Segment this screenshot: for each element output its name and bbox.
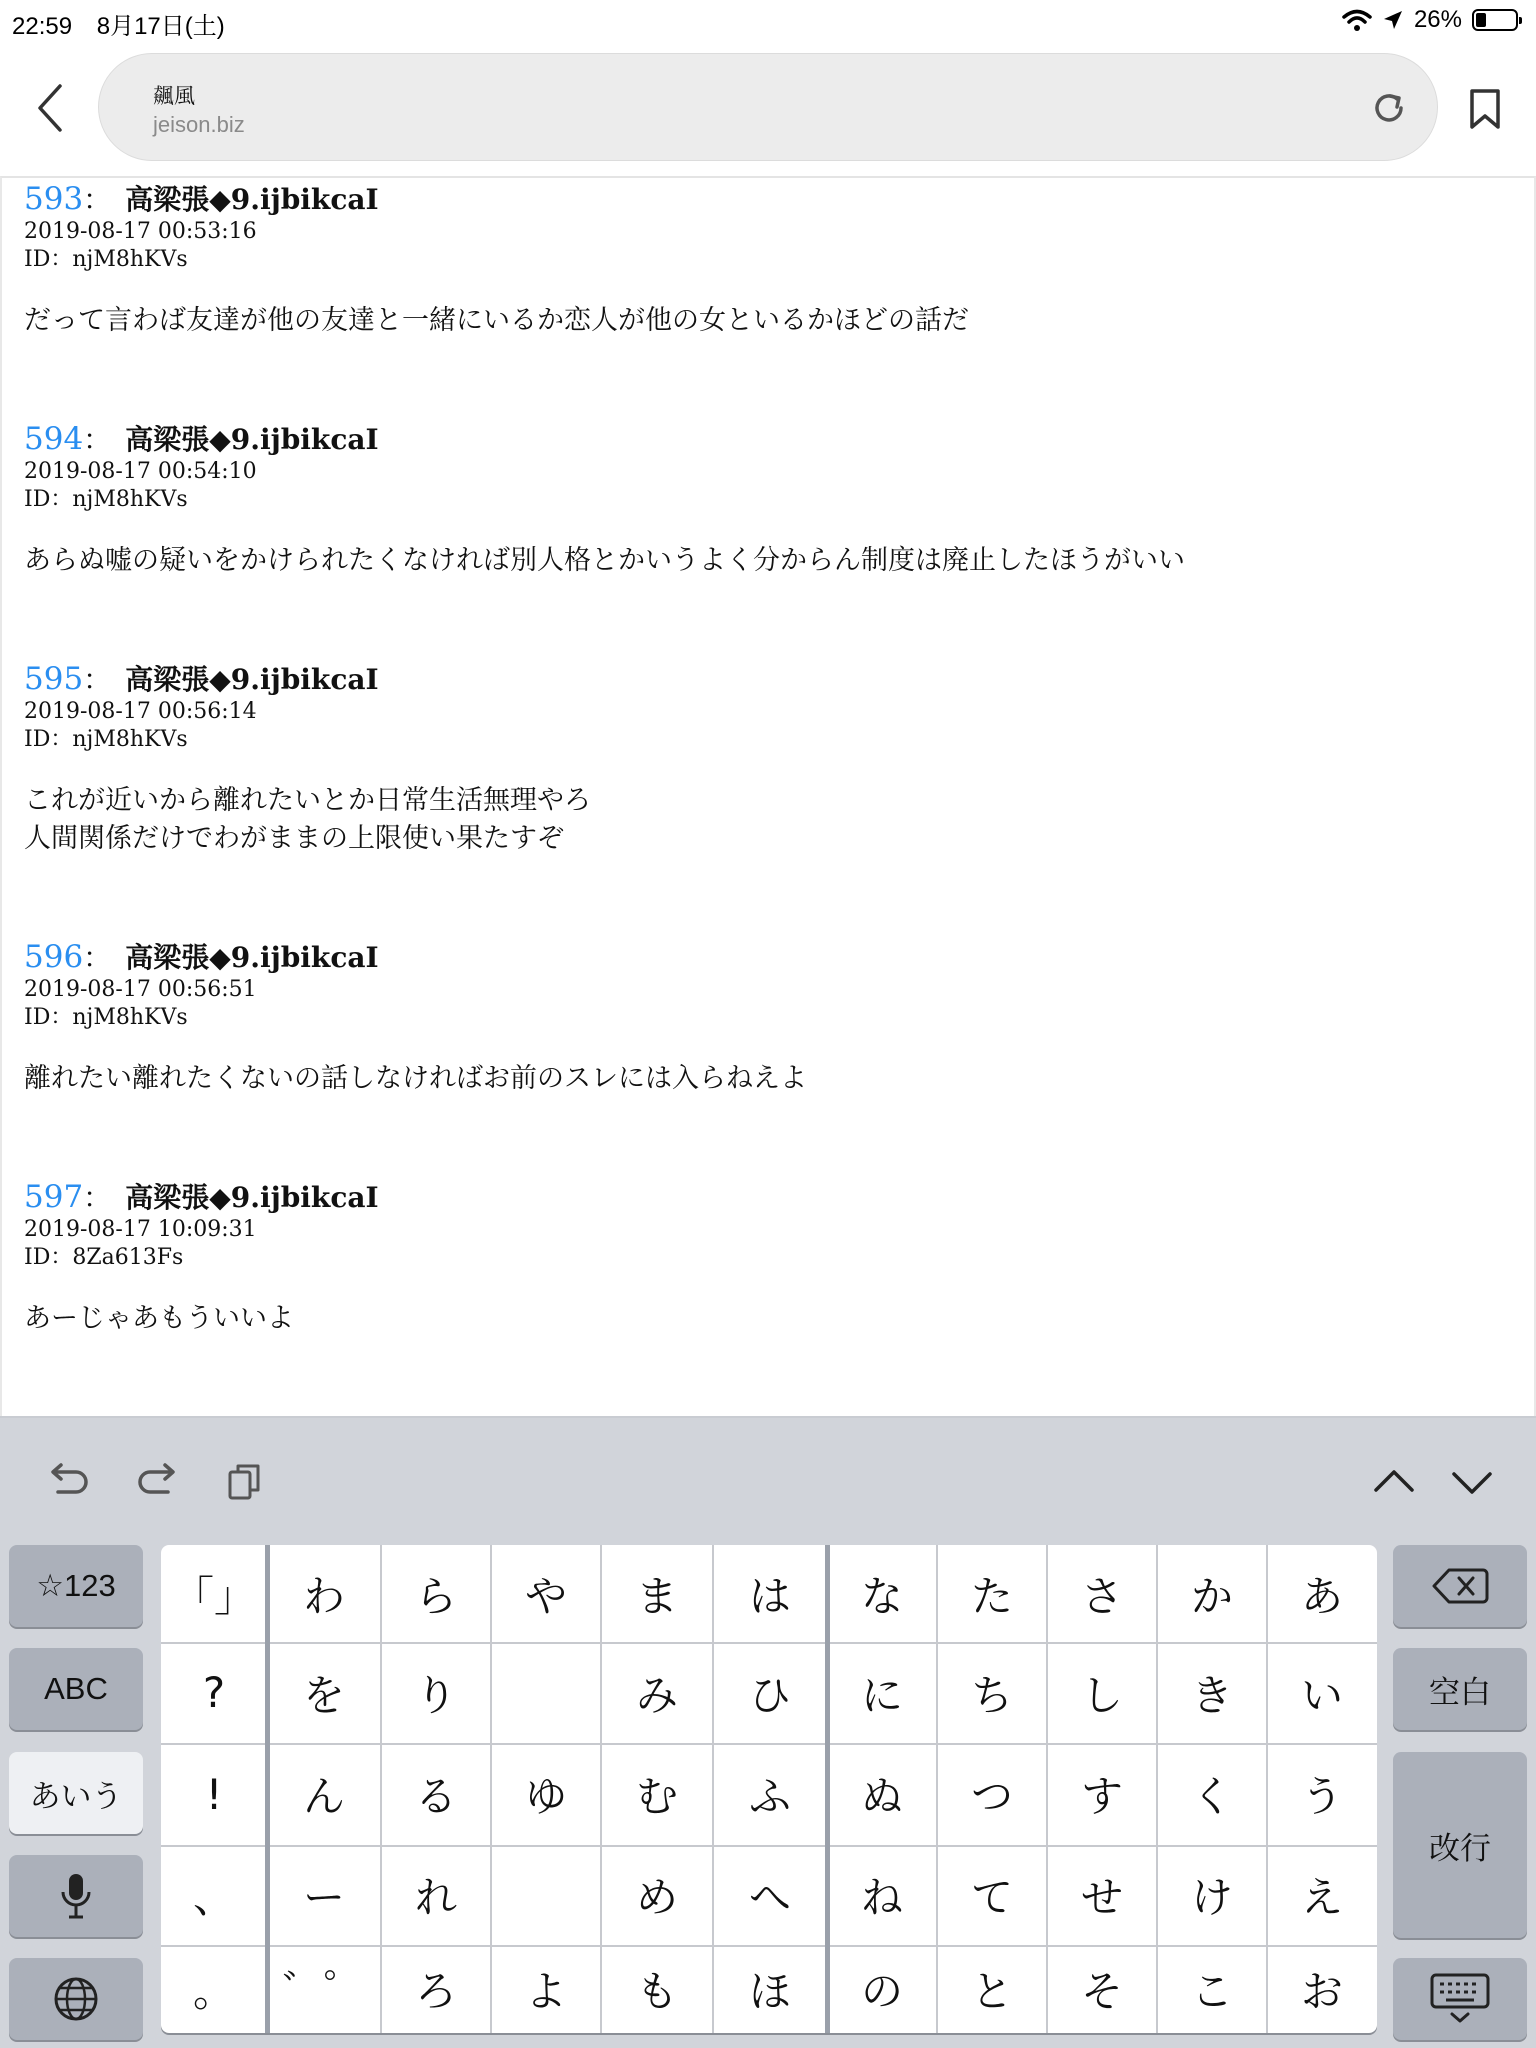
kana-key[interactable]: ふ (748, 1772, 791, 1821)
chevron-up-icon[interactable] (1370, 1458, 1418, 1506)
kana-key[interactable]: ち (970, 1670, 1013, 1720)
post-body (24, 1060, 807, 1098)
post-datetime: 2019-08-17 00:54:10 (24, 459, 257, 484)
kana-key[interactable]: た (970, 1571, 1013, 1621)
browser-nav-bar (0, 40, 1536, 176)
page-title: 飆風 (153, 84, 195, 108)
numbers-mode-label: ☆123 (36, 1568, 116, 1603)
kana-key[interactable]: に (860, 1670, 903, 1720)
post-author: 高梁張◆9.ijbikcaI (125, 183, 379, 216)
wifi-icon (1342, 9, 1372, 31)
reload-icon[interactable] (1369, 88, 1409, 128)
post-id: ID：njM8hKVs (24, 247, 188, 272)
post-body (24, 302, 969, 340)
delete-key[interactable] (1393, 1545, 1527, 1627)
post-header (24, 1176, 379, 1216)
kana-key[interactable]: て (970, 1873, 1013, 1922)
kana-key[interactable]: ま (635, 1571, 678, 1621)
kana-key[interactable]: ん (302, 1772, 345, 1821)
grid-divider (161, 1945, 1377, 1947)
kana-key[interactable]: く (1190, 1772, 1233, 1821)
grid-divider (490, 1545, 492, 2033)
grid-divider (825, 1545, 830, 2033)
kana-key[interactable]: よ (524, 1967, 567, 2016)
kana-key[interactable]: な (860, 1571, 903, 1621)
post-number-link[interactable]: 596 (24, 939, 84, 975)
grid-divider (1266, 1545, 1268, 2033)
space-key[interactable] (1393, 1648, 1527, 1730)
kana-key[interactable]: ね (860, 1873, 903, 1922)
keyboard-dismiss-icon (1430, 1973, 1490, 2025)
globe-key[interactable] (9, 1958, 143, 2040)
battery-percent: 26% (1413, 6, 1462, 33)
kana-key[interactable]: や (524, 1571, 567, 1621)
globe-icon (52, 1975, 100, 2023)
status-time: 22:59 (12, 13, 73, 40)
post-id: ID：njM8hKVs (24, 487, 188, 512)
kana-key[interactable]: へ (748, 1873, 791, 1922)
post-colon: ： (83, 663, 112, 696)
post-number-link[interactable]: 595 (24, 661, 84, 697)
page-host: jeison.biz (153, 112, 245, 137)
redo-icon[interactable] (134, 1458, 182, 1506)
kana-key-blank (491, 1845, 601, 1945)
post-body-line: あーじゃあもういいよ (24, 1303, 294, 1334)
grid-divider (600, 1545, 602, 2033)
kana-key-blank (491, 1642, 601, 1743)
space-label: 空白 (1429, 1674, 1491, 1710)
kana-key[interactable]: る (414, 1772, 457, 1821)
post-colon: ： (83, 941, 112, 974)
post (24, 658, 591, 858)
kana-key[interactable]: は (748, 1571, 791, 1621)
kana-key[interactable]: い (1300, 1670, 1343, 1720)
post-body-line: 離れたい離れたくないの話しなければお前のスレには入らねえよ (24, 1063, 807, 1094)
status-bar (0, 0, 1536, 40)
post-datetime: 2019-08-17 00:53:16 (24, 219, 257, 244)
post-header (24, 658, 591, 698)
kana-key[interactable]: か (1190, 1571, 1233, 1621)
kana-key[interactable]: す (1080, 1772, 1123, 1821)
grid-divider (265, 1545, 270, 2033)
thread-content (0, 176, 1536, 1416)
abc-mode-label: ABC (44, 1671, 108, 1706)
delete-icon (1431, 1566, 1489, 1606)
post (24, 936, 807, 1098)
kana-key[interactable]: お (1300, 1967, 1343, 2016)
grid-divider (161, 1743, 1377, 1745)
dismiss-keyboard-key[interactable] (1393, 1958, 1527, 2040)
post-datetime: 2019-08-17 00:56:14 (24, 699, 257, 724)
location-arrow-icon (1382, 9, 1404, 31)
kana-key[interactable]: つ (970, 1772, 1013, 1821)
kana-key[interactable]: わ (302, 1571, 345, 1621)
post-number-link[interactable]: 594 (24, 421, 84, 457)
post-id: ID：njM8hKVs (24, 1005, 188, 1030)
japanese-kana-keyboard (0, 1416, 1536, 2048)
post-datetime: 2019-08-17 00:56:51 (24, 977, 257, 1002)
kana-key[interactable]: う (1300, 1772, 1343, 1821)
microphone-icon (59, 1872, 93, 1920)
post-header (24, 178, 969, 218)
grid-divider (380, 1545, 382, 2033)
back-chevron-icon[interactable] (30, 80, 74, 136)
post (24, 178, 969, 340)
numbers-mode-key[interactable] (9, 1545, 143, 1627)
kana-key[interactable]: ! (205, 1769, 223, 1819)
kana-key[interactable]: ー (302, 1873, 345, 1922)
grid-divider (161, 1845, 1377, 1847)
post-body (24, 542, 1185, 580)
kana-key[interactable]: を (302, 1670, 345, 1720)
battery-icon (1472, 9, 1518, 31)
grid-divider (161, 1642, 1377, 1644)
post-colon: ： (83, 1181, 112, 1214)
post-author: 高梁張◆9.ijbikcaI (125, 1181, 379, 1214)
post-body-line: 人間関係だけでわがままの上限使い果たすぞ (24, 823, 564, 854)
kana-key[interactable]: ら (414, 1571, 457, 1621)
keyboard-toolbar (0, 1418, 1536, 1548)
post-author: 高梁張◆9.ijbikcaI (125, 941, 379, 974)
kana-key[interactable]: ひ (748, 1670, 791, 1720)
post-id: ID：8Za613Fs (24, 1245, 184, 1270)
post-header (24, 418, 1185, 458)
kana-key[interactable]: ゆ (524, 1772, 567, 1821)
kana-key[interactable]: む (635, 1772, 678, 1821)
kana-key[interactable]: し (1080, 1670, 1123, 1720)
kana-key[interactable]: そ (1080, 1967, 1123, 2016)
paste-icon[interactable] (222, 1458, 270, 1506)
kana-key[interactable]: 、 (192, 1873, 235, 1922)
kana-key[interactable]: あ (1300, 1571, 1343, 1621)
kana-key[interactable]: き (1190, 1670, 1233, 1720)
kana-key[interactable]: ? (202, 1668, 226, 1717)
kana-key[interactable]: ゛゜ (281, 1967, 366, 2016)
kana-key[interactable]: せ (1080, 1873, 1123, 1922)
post-author: 高梁張◆9.ijbikcaI (125, 663, 379, 696)
abc-mode-key[interactable] (9, 1648, 143, 1730)
post-body (24, 1300, 379, 1338)
kana-key[interactable]: れ (414, 1873, 457, 1922)
kana-key[interactable]: り (414, 1670, 457, 1720)
post (24, 1176, 379, 1338)
post-body-line: これが近いから離れたいとか日常生活無理やろ (24, 785, 591, 816)
return-label: 改行 (1429, 1830, 1491, 1866)
post-number-link[interactable]: 597 (24, 1179, 84, 1215)
battery-fill (1476, 13, 1486, 27)
kana-key[interactable]: 「」 (171, 1571, 256, 1621)
kana-key[interactable]: こ (1190, 1967, 1233, 2016)
kana-mode-label: あいう (29, 1778, 123, 1814)
post-body-line: あらぬ嘘の疑いをかけられたくなければ別人格とかいうよく分からん制度は廃止したほうがいい (24, 545, 1185, 576)
post (24, 418, 1185, 580)
kana-key-grid (161, 1545, 1377, 2033)
kana-key[interactable]: の (860, 1967, 903, 2016)
kana-key[interactable]: と (970, 1967, 1013, 2016)
kana-key[interactable]: 。 (192, 1967, 235, 2016)
kana-key[interactable]: も (635, 1967, 678, 2016)
post-body (24, 782, 591, 858)
grid-divider (1046, 1545, 1048, 2033)
post-id: ID：njM8hKVs (24, 727, 188, 752)
undo-icon[interactable] (44, 1458, 92, 1506)
kana-key[interactable]: み (635, 1670, 678, 1720)
kana-key[interactable]: さ (1080, 1571, 1123, 1621)
post-datetime: 2019-08-17 10:09:31 (24, 1217, 257, 1242)
kana-key[interactable]: ぬ (860, 1772, 903, 1821)
post-header (24, 936, 807, 976)
kana-key[interactable]: め (635, 1873, 678, 1922)
grid-divider (712, 1545, 714, 2033)
post-number-link[interactable]: 593 (24, 181, 84, 217)
address-bar[interactable] (98, 53, 1438, 161)
dictation-key[interactable] (9, 1855, 143, 1937)
post-body-line: だって言わば友達が他の友達と一緒にいるか恋人が他の女といるかほどの話だ (24, 305, 969, 336)
status-date: 8月17日(土) (96, 13, 225, 40)
kana-key[interactable]: ろ (414, 1967, 457, 2016)
kana-key[interactable]: ほ (748, 1967, 791, 2016)
post-colon: ： (83, 183, 112, 216)
bookmark-icon[interactable] (1468, 88, 1502, 130)
grid-divider (936, 1545, 938, 2033)
kana-mode-key[interactable] (9, 1752, 143, 1834)
kana-key[interactable]: え (1300, 1873, 1343, 1922)
grid-divider (1156, 1545, 1158, 2033)
kana-key[interactable]: け (1190, 1873, 1233, 1922)
return-key[interactable] (1393, 1752, 1527, 1938)
post-colon: ： (83, 423, 112, 456)
chevron-down-icon[interactable] (1448, 1458, 1496, 1506)
post-author: 高梁張◆9.ijbikcaI (125, 423, 379, 456)
